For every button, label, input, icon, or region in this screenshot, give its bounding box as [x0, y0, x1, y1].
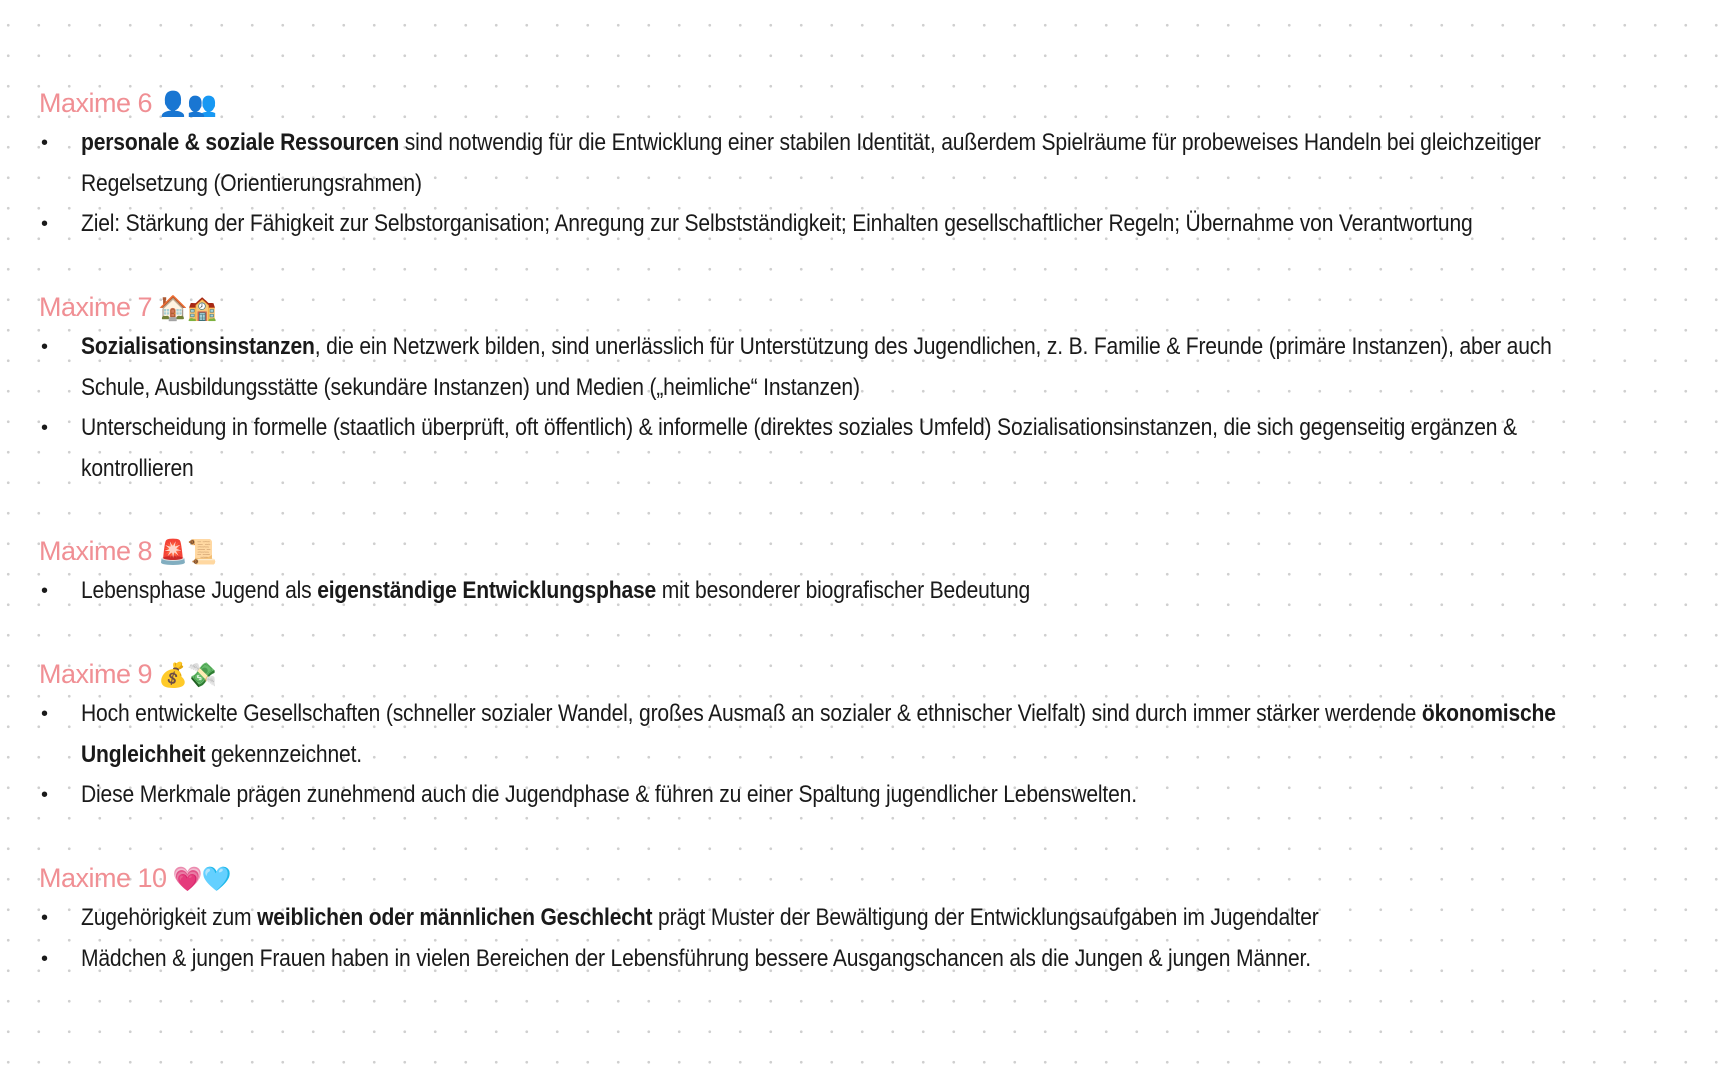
list-item [39, 694, 1699, 775]
maxime-section [39, 83, 1699, 245]
text-line [81, 408, 1517, 449]
text: gekennzeichnet. [205, 740, 362, 768]
text: Regelsetzung (Orientierungsrahmen) [81, 169, 422, 197]
list-item [39, 327, 1699, 408]
text-line [81, 898, 1472, 939]
bold-text: eigenständige Entwicklungsphase [317, 577, 657, 604]
text: Hoch entwickelte Gesellschaften (schneller sozialer Wandel, großes Ausmaß an sozialer & ethnischer Vielfalt) sind durch immer stärker werdende [81, 700, 1422, 727]
bullet-icon: • [41, 336, 49, 358]
text-line [81, 939, 1472, 980]
emoji-icon: 👤👥 [158, 91, 217, 118]
maxime-section [39, 531, 1699, 612]
text: Zugehörigkeit zum [81, 904, 258, 931]
section-heading [39, 654, 1699, 694]
text: kontrollieren [81, 454, 194, 482]
text: mit besonderer biografischer Bedeutung [656, 577, 1031, 604]
list-item [39, 123, 1699, 204]
heading-text: Maxime 9 [39, 659, 153, 689]
list-item [39, 408, 1699, 489]
list-item [39, 939, 1699, 980]
text-line [81, 164, 1472, 205]
heading-text: Maxime 6 [39, 88, 153, 118]
heading-text: Maxime 10 [39, 863, 167, 893]
bullet-icon: • [41, 417, 49, 439]
text: Mädchen & jungen Frauen haben in vielen Bereichen der Lebensführung bessere Ausgangschancen als die Jungen & jungen Männer. [81, 944, 1311, 972]
text: Lebensphase Jugend als [81, 577, 318, 604]
bold-text: Ungleichheit [81, 740, 206, 768]
text: sind notwendig für die Entwicklung einer stabilen Identität, außerdem Spielräume für probeweises Handeln bei gleichzeitiger [399, 129, 1541, 156]
maxime-section [39, 654, 1699, 816]
text: Ziel: Stärkung der Fähigkeit zur Selbstorganisation; Anregung zur Selbstständigkeit; Einhalten gesellschaftlicher Regeln; Übernahme von Verantwortung [81, 210, 1473, 237]
heading-text: Maxime 7 [39, 292, 153, 322]
bullet-icon: • [41, 703, 49, 725]
text-line [81, 327, 1552, 368]
text: , die ein Netzwerk bilden, sind unerlässlich für Unterstützung des Jugendlichen, z. B. Familie & Freunde (primäre Instanzen), aber auch [314, 333, 1552, 360]
text: Unterscheidung in formelle (staatlich überprüft, oft öffentlich) & informelle (direktes soziales Umfeld) Sozialisationsinstanzen, die sich gegenseitig ergänzen & [81, 414, 1517, 441]
bullet-icon: • [41, 580, 49, 602]
text: Diese Merkmale prägen zunehmend auch die Jugendphase & führen zu einer Spaltung jugendlicher Lebenswelten. [81, 781, 1137, 808]
emoji-icon: 💗🩵 [172, 866, 232, 893]
text-line [81, 204, 1472, 245]
text-line [81, 735, 1472, 776]
text-line [81, 449, 1472, 490]
text-line [81, 123, 1541, 164]
text-line [81, 694, 1556, 735]
list-item [39, 775, 1699, 816]
bullet-icon: • [41, 947, 49, 970]
bullet-icon: • [41, 907, 49, 929]
bold-text: weiblichen oder männlichen Geschlecht [257, 904, 653, 931]
emoji-icon: 🏠🏫 [158, 295, 217, 322]
bold-text: personale & soziale Ressourcen [81, 129, 400, 156]
section-heading [39, 83, 1699, 123]
bold-text: ökonomische [1421, 700, 1556, 727]
bullet-icon: • [41, 132, 49, 154]
text: prägt Muster der Bewältigung der Entwicklungsaufgaben im Jugendalter [652, 904, 1319, 931]
section-heading [39, 287, 1699, 327]
text-line [81, 775, 1472, 816]
list-item [39, 571, 1699, 612]
maxime-section [39, 287, 1699, 489]
section-heading [39, 858, 1699, 898]
text-line [81, 368, 1472, 409]
emoji-icon: 💰💸 [158, 662, 217, 689]
bullet-icon: • [41, 213, 49, 235]
bold-text: Sozialisationsinstanzen [81, 333, 315, 360]
maxime-section [39, 858, 1699, 979]
section-heading [39, 531, 1699, 571]
text-line [81, 571, 1472, 612]
list-item [39, 898, 1699, 939]
heading-text: Maxime 8 [39, 536, 153, 566]
list-item [39, 204, 1699, 245]
text: Schule, Ausbildungsstätte (sekundäre Instanzen) und Medien („heimliche“ Instanzen) [81, 373, 860, 401]
bullet-icon: • [41, 784, 49, 806]
emoji-icon: 🚨📜 [158, 539, 217, 566]
